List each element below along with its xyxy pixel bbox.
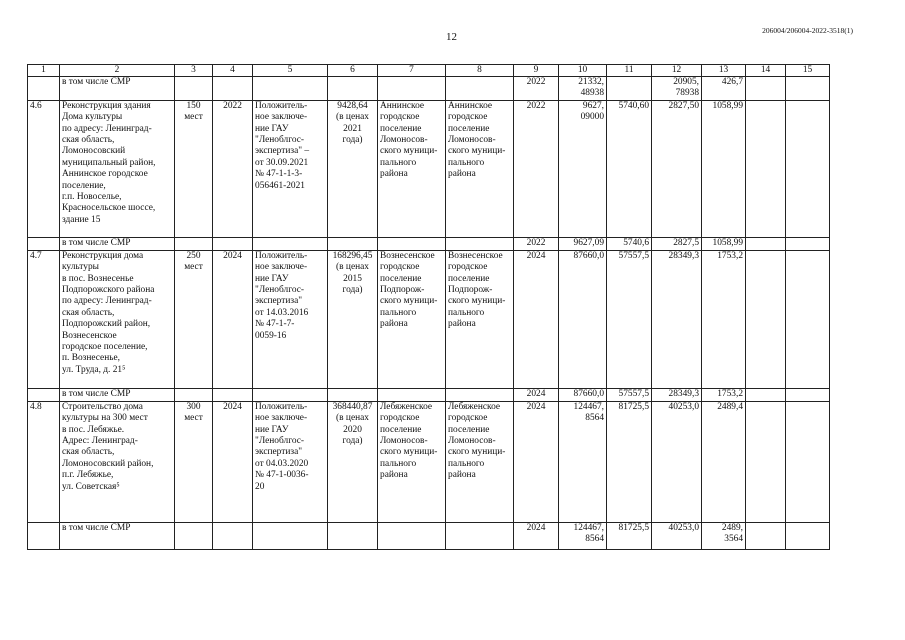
table-cell — [328, 77, 378, 101]
table-cell: 57557,5 — [607, 388, 652, 401]
table-cell: 124467, 8564 — [559, 522, 607, 549]
table-cell: Вознесенское городское поселение Подпорож- ского муници- пального района — [446, 250, 514, 388]
table-cell: 5740,6 — [607, 237, 652, 250]
document-id: 206004/206004-2022-3518(1) — [762, 26, 853, 35]
table-cell: 81725,5 — [607, 401, 652, 522]
table-cell: 57557,5 — [607, 250, 652, 388]
table-cell: в том числе СМР — [60, 237, 175, 250]
header-cell: 11 — [607, 65, 652, 77]
table-cell — [786, 250, 830, 388]
table-cell — [446, 522, 514, 549]
table-body — [28, 65, 830, 550]
header-cell: 15 — [786, 65, 830, 77]
header-cell: 6 — [328, 65, 378, 77]
table-cell: 2489, 3564 — [702, 522, 746, 549]
table-cell — [28, 388, 60, 401]
subtotal-row — [28, 77, 830, 101]
table-cell: 1058,99 — [702, 237, 746, 250]
table-cell — [786, 100, 830, 237]
table-cell: 2489,4 — [702, 401, 746, 522]
table-row — [28, 401, 830, 522]
table-cell: 426,7 — [702, 77, 746, 101]
table-cell: Положитель- ное заключе- ние ГАУ "Леноблгос- экспертиза" – от 30.09.2021 № 47-1-1-3- 056461-2021 — [253, 100, 328, 237]
table-cell: 1058,99 — [702, 100, 746, 237]
header-cell: 12 — [652, 65, 702, 77]
table-cell: 2022 — [514, 100, 559, 237]
table-cell: 9428,64 (в ценах 2021 года) — [328, 100, 378, 237]
table-cell: 2022 — [213, 100, 253, 237]
table-cell — [213, 77, 253, 101]
table-cell: Лебяженское городское поселение Ломоносов- ского муници- пального района — [378, 401, 446, 522]
table-cell — [746, 388, 786, 401]
table-cell: 2024 — [213, 250, 253, 388]
table-cell: 81725,5 — [607, 522, 652, 549]
table-cell: 9627, 09000 — [559, 100, 607, 237]
table-cell: Аннинское городское поселение Ломоносов- ского муници- пального района — [446, 100, 514, 237]
table-cell: 150 мест — [175, 100, 213, 237]
table-cell: 300 мест — [175, 401, 213, 522]
table-cell: 1753,2 — [702, 388, 746, 401]
table-cell: 2024 — [514, 401, 559, 522]
table-cell: 368440,87 (в ценах 2020 года) — [328, 401, 378, 522]
table-cell — [253, 388, 328, 401]
table-cell: 87660,0 — [559, 388, 607, 401]
header-cell: 1 — [28, 65, 60, 77]
table-cell: 124467, 8564 — [559, 401, 607, 522]
table-cell: 4.7 — [28, 250, 60, 388]
table-cell: в том числе СМР — [60, 388, 175, 401]
header-cell: 13 — [702, 65, 746, 77]
table-cell: 28349,3 — [652, 250, 702, 388]
table-cell: Положитель- ное заключе- ние ГАУ "Леноблгос- экспертиза" от 14.03.2016 № 47-1-7- 0059-16 — [253, 250, 328, 388]
table-cell — [175, 77, 213, 101]
table-cell: 5740,60 — [607, 100, 652, 237]
table-cell — [213, 388, 253, 401]
table-cell — [378, 388, 446, 401]
table-cell: 28349,3 — [652, 388, 702, 401]
table-cell: 2024 — [514, 388, 559, 401]
table-cell — [213, 237, 253, 250]
table-cell — [213, 522, 253, 549]
header-cell: 14 — [746, 65, 786, 77]
table-cell — [746, 250, 786, 388]
table-cell — [378, 522, 446, 549]
table-cell: 2827,50 — [652, 100, 702, 237]
table-cell: 40253,0 — [652, 401, 702, 522]
table-cell — [786, 401, 830, 522]
table-cell — [175, 388, 213, 401]
table-cell — [175, 237, 213, 250]
table-cell: 4.6 — [28, 100, 60, 237]
table-cell: 87660,0 — [559, 250, 607, 388]
table-cell: 2022 — [514, 237, 559, 250]
table-cell — [786, 237, 830, 250]
table-cell — [28, 237, 60, 250]
table-cell — [746, 100, 786, 237]
table-cell: Положитель- ное заключе- ние ГАУ "Леноблгос- экспертиза" от 04.03.2020 № 47-1-0036- 20 — [253, 401, 328, 522]
subtotal-row — [28, 522, 830, 549]
table-cell: в том числе СМР — [60, 522, 175, 549]
table-cell: 168296,45 (в ценах 2015 года) — [328, 250, 378, 388]
table-cell: 250 мест — [175, 250, 213, 388]
table-cell: 2022 — [514, 77, 559, 101]
table-cell: 2827,5 — [652, 237, 702, 250]
table-cell: в том числе СМР — [60, 77, 175, 101]
table-cell — [28, 522, 60, 549]
header-cell: 10 — [559, 65, 607, 77]
table-cell — [786, 522, 830, 549]
table-cell — [175, 522, 213, 549]
table-cell — [253, 77, 328, 101]
table-cell — [746, 77, 786, 101]
table-cell — [253, 522, 328, 549]
table-cell — [786, 77, 830, 101]
table-cell — [328, 388, 378, 401]
table-cell: Реконструкция здания Дома культуры по адресу: Ленинград- ская область, Ломоносовский муниципальный район, Аннинское городское поселение, г.п. Новоселье, Красносельское шоссе, здание 15 — [60, 100, 175, 237]
table-cell: 2024 — [514, 522, 559, 549]
table-cell: 20905, 78938 — [652, 77, 702, 101]
header-row — [28, 65, 830, 77]
header-cell: 5 — [253, 65, 328, 77]
table-cell — [28, 77, 60, 101]
table-cell: Строительство дома культуры на 300 мест в пос. Лебяжье. Адрес: Ленинград- ская область, Ломоносовский район, п.г. Лебяжье, ул. Советская⁵ — [60, 401, 175, 522]
table-cell — [378, 237, 446, 250]
table-cell: 1753,2 — [702, 250, 746, 388]
table-cell — [746, 522, 786, 549]
header-cell: 2 — [60, 65, 175, 77]
table-cell: Реконструкция дома культуры в пос. Вознесенье Подпорожского района по адресу: Ленинград- ская область, Подпорожский район, Вознесенское городское поселение, п. Вознесенье, ул. Труда, д. 21⁵ — [60, 250, 175, 388]
table-cell: 40253,0 — [652, 522, 702, 549]
table-cell: Вознесенское городское поселение Подпорож- ского муници- пального района — [378, 250, 446, 388]
objects-table — [27, 64, 830, 550]
header-cell: 8 — [446, 65, 514, 77]
table-cell — [253, 237, 328, 250]
table-row — [28, 250, 830, 388]
table-cell — [746, 401, 786, 522]
table-cell: 2024 — [213, 401, 253, 522]
subtotal-row — [28, 388, 830, 401]
table-row — [28, 100, 830, 237]
table-cell — [746, 237, 786, 250]
header-cell: 7 — [378, 65, 446, 77]
table-cell: 2024 — [514, 250, 559, 388]
table-cell: 21332, 48938 — [559, 77, 607, 101]
table-cell — [328, 237, 378, 250]
header-cell: 4 — [213, 65, 253, 77]
table-cell — [328, 522, 378, 549]
table-cell — [607, 77, 652, 101]
subtotal-row — [28, 237, 830, 250]
header-cell: 3 — [175, 65, 213, 77]
table-cell — [378, 77, 446, 101]
table-cell: Аннинское городское поселение Ломоносов- ского муници- пального района — [378, 100, 446, 237]
header-cell: 9 — [514, 65, 559, 77]
table-cell — [446, 77, 514, 101]
table-cell: Лебяженское городское поселение Ломоносов- ского муници- пального района — [446, 401, 514, 522]
table-cell — [446, 237, 514, 250]
table-cell: 4.8 — [28, 401, 60, 522]
table-cell — [786, 388, 830, 401]
table-cell: 9627,09 — [559, 237, 607, 250]
table-cell — [446, 388, 514, 401]
page-number: 12 — [446, 31, 457, 43]
